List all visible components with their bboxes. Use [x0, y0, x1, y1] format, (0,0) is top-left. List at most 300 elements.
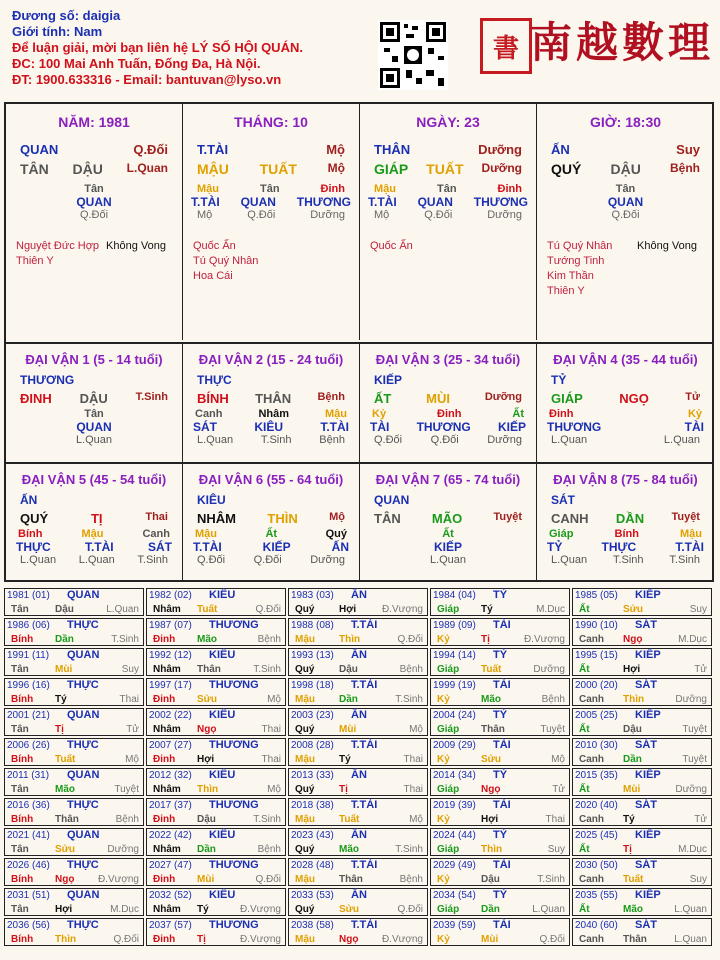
- year-can: Tân: [11, 724, 29, 735]
- year-cell: [430, 588, 570, 616]
- star-line: [16, 254, 172, 269]
- year-state: Q.Đối: [539, 934, 565, 945]
- year-cell: [288, 678, 428, 706]
- star-line: [16, 239, 172, 254]
- dai-van-hidden-gods: [537, 420, 714, 434]
- year-cell: [146, 858, 286, 886]
- year-state: L.Quan: [674, 934, 707, 945]
- year-state: Suy: [689, 604, 707, 615]
- year-chi: Mùi: [481, 934, 499, 945]
- seal-stamp: [480, 18, 532, 74]
- year-can: Giáp: [437, 844, 460, 855]
- hidden-state: Q.Đối: [197, 554, 226, 566]
- year-label: 2036 (56): [7, 920, 50, 931]
- hidden-ten-god: TÀI: [370, 420, 390, 434]
- year-label: 2014 (34): [433, 770, 476, 781]
- year-can: Quý: [295, 664, 315, 675]
- year-ten-god: ẤN: [351, 709, 367, 721]
- pillar-stars: [183, 239, 359, 284]
- year-ten-god: KIÊU: [209, 769, 236, 781]
- pillar-title: NĂM: 1981: [58, 114, 130, 130]
- hidden-ten-god: TÀI: [684, 420, 704, 434]
- year-chi: Dậu: [623, 724, 642, 735]
- dai-van-hidden-states: [183, 434, 359, 446]
- year-chi: Mùi: [197, 874, 215, 885]
- star-name: Quốc Ấn: [193, 240, 236, 252]
- hidden-ten-god: KIẾP: [433, 540, 462, 554]
- pillar-chi: DẬU: [72, 161, 103, 177]
- year-chi: Mão: [55, 784, 75, 795]
- year-ten-god: KIẾP: [635, 829, 661, 841]
- hidden-state: Bệnh: [319, 434, 345, 446]
- year-ten-god: T.TÀI: [351, 919, 378, 931]
- year-chi: Sửu: [55, 844, 76, 855]
- year-state: Dưỡng: [533, 664, 565, 675]
- pillar-chi-state: Dưỡng: [481, 161, 522, 175]
- year-ten-god: ẤN: [351, 769, 367, 781]
- year-can: Canh: [579, 694, 604, 705]
- hidden-state: L.Quan: [78, 554, 115, 566]
- phone-email-line: ĐT: 1900.633316 - Email: bantuvan@lyso.vn: [12, 72, 282, 87]
- year-state: Thai: [119, 694, 139, 705]
- star-name: Kim Thần: [547, 270, 594, 282]
- year-can: Đinh: [153, 694, 176, 705]
- year-label: 2030 (50): [575, 860, 618, 871]
- pillar-top-state: Dưỡng: [478, 142, 522, 157]
- year-chi: Thìn: [481, 844, 503, 855]
- year-ten-god: TÀI: [493, 919, 511, 931]
- year-can: Mậu: [295, 754, 315, 765]
- year-state: Mộ: [125, 754, 139, 765]
- year-cell: [146, 618, 286, 646]
- star-name: Thiên Y: [547, 285, 585, 297]
- pillar-chi-state: L.Quan: [126, 161, 168, 175]
- dai-van-can-chi: [360, 391, 536, 406]
- pillar-top-row: [6, 142, 182, 157]
- pillar-can-chi-row: [183, 161, 359, 177]
- year-label: 2003 (23): [291, 710, 334, 721]
- hidden-ten-god: QUAN: [240, 195, 276, 209]
- year-chi: Tý: [481, 604, 493, 615]
- year-ten-god: KIẾP: [635, 889, 661, 901]
- year-can: Mậu: [295, 694, 315, 705]
- pillar-chi: TUẤT: [426, 161, 464, 177]
- dai-van-chi: MÙI: [426, 391, 450, 406]
- pillar-title: NGÀY: 23: [416, 114, 480, 130]
- year-label: 1988 (08): [291, 620, 334, 631]
- year-chi: Tị: [339, 784, 348, 795]
- year-state: T.Sinh: [253, 814, 281, 825]
- year-can: Ất: [579, 604, 590, 615]
- year-label: 1997 (17): [149, 680, 192, 691]
- pillar-chi-state: Mộ: [327, 161, 345, 175]
- year-can: Mậu: [295, 934, 315, 945]
- year-cell: [430, 798, 570, 826]
- year-ten-god: QUAN: [67, 649, 100, 661]
- year-state: Đ.Vượng: [381, 604, 423, 615]
- hidden-ten-god: SÁT: [193, 420, 217, 434]
- star-line: [193, 239, 349, 254]
- year-state: Bệnh: [257, 634, 281, 645]
- dai-van-title: ĐẠI VẬN 6 (55 - 64 tuổi): [198, 472, 344, 487]
- year-ten-god: THƯƠNG: [209, 739, 259, 751]
- year-ten-god: TÀI: [493, 739, 511, 751]
- hidden-stem: Mậu: [374, 183, 396, 195]
- dai-van-cell: [183, 342, 360, 462]
- year-state: Thai: [403, 754, 423, 765]
- year-label: 1992 (12): [149, 650, 192, 661]
- dai-van-god: ẤN: [20, 493, 38, 507]
- dai-van-can: QUÝ: [20, 511, 49, 526]
- year-can: Canh: [579, 814, 604, 825]
- year-cell: [572, 798, 712, 826]
- year-label: 2023 (43): [291, 830, 334, 841]
- dai-van-title: ĐẠI VẬN 2 (15 - 24 tuổi): [198, 352, 344, 367]
- pillar-chi: TUẤT: [259, 161, 297, 177]
- hidden-state: Dưỡng: [310, 554, 345, 566]
- year-state: Q.Đối: [255, 604, 281, 615]
- dai-van-can: ĐINH: [20, 391, 52, 406]
- year-can: Tân: [11, 664, 29, 675]
- year-state: L.Quan: [674, 904, 707, 915]
- year-state: T.Sinh: [253, 664, 281, 675]
- year-ten-god: THƯƠNG: [209, 679, 259, 691]
- year-cell: [288, 888, 428, 916]
- year-state: L.Quan: [532, 904, 565, 915]
- dai-van-hidden-states: [6, 554, 182, 566]
- year-state: M.Dục: [678, 844, 707, 855]
- pillar-hidden-god-row: [360, 195, 536, 209]
- pillar-hidden-god-row: [6, 195, 182, 209]
- hidden-stem: Tân: [84, 408, 104, 420]
- dai-van-hidden-states: [537, 434, 714, 446]
- year-ten-god: T.TÀI: [351, 859, 378, 871]
- hidden-stem: Giáp: [549, 528, 574, 540]
- year-can: Tân: [11, 604, 29, 615]
- hidden-state: L.Quan: [429, 554, 467, 566]
- year-ten-god: T.TÀI: [351, 619, 378, 631]
- hidden-state: Mộ: [197, 209, 213, 221]
- year-state: Tuyệt: [540, 724, 565, 735]
- year-chi: Thân: [481, 724, 505, 735]
- year-ten-god: KIÊU: [209, 829, 236, 841]
- pillar-ten-god: QUAN: [20, 142, 59, 157]
- year-can: Nhâm: [153, 724, 181, 735]
- pillar-can-chi-row: [537, 161, 714, 177]
- dai-van-chi: THÂN: [255, 391, 292, 406]
- year-cell: [4, 918, 144, 946]
- hidden-ten-god: THƯƠNG: [547, 420, 602, 434]
- dai-van-state: Mộ: [329, 511, 345, 523]
- star-line: [370, 239, 526, 254]
- pillar-hidden-row: [183, 183, 359, 195]
- pillar-can: TÂN: [20, 161, 49, 177]
- hidden-stem: Đinh: [497, 183, 522, 195]
- pillar-hidden-row: [537, 183, 714, 195]
- dai-van-hidden-gods: [360, 540, 536, 554]
- year-cell: [430, 678, 570, 706]
- pillar-ten-god: THÂN: [374, 142, 411, 157]
- year-ten-god: QUAN: [67, 589, 100, 601]
- year-state: M.Dục: [110, 904, 139, 915]
- year-state: L.Quan: [106, 604, 139, 615]
- year-state: Đ.Vượng: [381, 934, 423, 945]
- hidden-state: Q.Đối: [374, 434, 403, 446]
- year-cell: [288, 858, 428, 886]
- hidden-ten-god: T.TÀI: [193, 540, 222, 554]
- star-name-extra: Không Vong: [637, 240, 697, 252]
- hidden-ten-god: T.TÀI: [84, 540, 114, 554]
- year-can: Nhâm: [153, 844, 181, 855]
- year-chi: Mão: [197, 634, 217, 645]
- year-cell: [146, 768, 286, 796]
- year-can: Ất: [579, 904, 590, 915]
- year-label: 2007 (27): [149, 740, 192, 751]
- year-cell: [572, 888, 712, 916]
- year-label: 2011 (31): [7, 770, 50, 781]
- year-state: Mộ: [409, 724, 423, 735]
- year-can: Giáp: [437, 784, 460, 795]
- hidden-stem: Tân: [436, 183, 457, 195]
- hidden-state: Q.Đối: [424, 209, 453, 221]
- year-ten-god: SÁT: [635, 859, 657, 871]
- year-state: Tử: [552, 784, 565, 795]
- star-name: Nguyệt Đức Hợp: [16, 240, 100, 252]
- hidden-ten-god: T.TÀI: [368, 195, 397, 209]
- pillar-title: GIỜ: 18:30: [589, 114, 662, 130]
- year-state: Suy: [689, 874, 707, 885]
- hidden-stem: Mậu: [680, 528, 702, 540]
- pillar-hidden-state-row: [537, 209, 714, 221]
- year-ten-god: KIẾP: [635, 709, 661, 721]
- year-cell: [430, 918, 570, 946]
- hidden-state: Dưỡng: [310, 209, 345, 221]
- year-can: Nhâm: [153, 604, 181, 615]
- hidden-state: L.Quan: [551, 554, 588, 566]
- year-can: Quý: [295, 784, 315, 795]
- year-state: Tuyệt: [682, 754, 707, 765]
- year-ten-god: ẤN: [351, 589, 367, 601]
- hidden-state: T.Sinh: [260, 434, 292, 446]
- year-ten-god: TỶ: [493, 649, 508, 661]
- hidden-ten-god: THƯƠNG: [416, 420, 471, 434]
- year-label: 1991 (11): [7, 650, 50, 661]
- hidden-stem: Bính: [18, 528, 43, 540]
- year-can: Bính: [11, 814, 34, 825]
- year-label: 2008 (28): [291, 740, 334, 751]
- year-chi: Tuất: [339, 814, 360, 825]
- year-chi: Dậu: [55, 604, 74, 615]
- year-label: 1982 (02): [149, 590, 192, 601]
- year-label: 2031 (51): [7, 890, 50, 901]
- year-chi: Tý: [197, 904, 209, 915]
- year-state: Thai: [545, 814, 565, 825]
- year-chi: Ngọ: [197, 724, 217, 735]
- hidden-stem: Ất: [265, 528, 278, 540]
- year-state: Đ.Vượng: [523, 634, 565, 645]
- hidden-state: Dưỡng: [487, 434, 522, 446]
- year-ten-god: THƯƠNG: [209, 859, 259, 871]
- year-label: 2034 (54): [433, 890, 476, 901]
- dai-van-state: Thai: [145, 511, 168, 523]
- year-label: 2013 (33): [291, 770, 334, 781]
- hidden-ten-god: ẤN: [331, 540, 349, 554]
- hidden-ten-god: THỰC: [16, 540, 51, 554]
- gender-line: Giới tính: Nam: [12, 24, 103, 39]
- dai-van-god: THƯƠNG: [20, 373, 75, 387]
- year-label: 2040 (60): [575, 920, 618, 931]
- year-can: Đinh: [153, 874, 176, 885]
- year-ten-god: T.TÀI: [351, 799, 378, 811]
- year-can: Canh: [579, 634, 604, 645]
- year-label: 1994 (14): [433, 650, 476, 661]
- year-cell: [430, 888, 570, 916]
- hidden-state: T.Sinh: [612, 554, 644, 566]
- year-ten-god: TỶ: [493, 589, 508, 601]
- dai-van-can-chi: [537, 511, 714, 526]
- dai-van-state: Dưỡng: [484, 391, 522, 403]
- pillar-top-row: [183, 142, 359, 157]
- year-cell: [572, 858, 712, 886]
- pillar-can: GIÁP: [374, 161, 409, 177]
- year-ten-god: THƯƠNG: [209, 919, 259, 931]
- dai-van-can-chi: [183, 511, 359, 526]
- year-cell: [430, 648, 570, 676]
- hidden-ten-god: QUAN: [607, 195, 644, 209]
- pillar-hidden-state-row: [183, 209, 359, 221]
- hidden-ten-god: KIÊU: [254, 420, 283, 434]
- dai-van-god: QUAN: [374, 493, 410, 507]
- year-chi: Hợi: [197, 754, 215, 765]
- year-ten-god: SÁT: [635, 919, 657, 931]
- dai-van-god: KIÊU: [197, 493, 226, 507]
- year-chi: Mão: [481, 694, 501, 705]
- star-name: Quốc Ấn: [370, 240, 413, 252]
- year-ten-god: THỰC: [67, 739, 99, 751]
- year-label: 2021 (41): [7, 830, 50, 841]
- star-line: [193, 254, 349, 269]
- year-label: 1996 (16): [7, 680, 50, 691]
- year-state: Q.Đối: [113, 934, 139, 945]
- address-line: ĐC: 100 Mai Anh Tuấn, Đống Đa, Hà Nội.: [12, 56, 261, 71]
- year-can: Ất: [579, 784, 590, 795]
- year-chi: Tý: [339, 754, 351, 765]
- dai-van-title: ĐẠI VẬN 5 (45 - 54 tuổi): [21, 472, 167, 487]
- star-line: [547, 239, 704, 254]
- year-cell: [146, 888, 286, 916]
- year-cell: [146, 708, 286, 736]
- year-chi: Mão: [623, 904, 643, 915]
- year-ten-god: TỶ: [493, 709, 508, 721]
- hidden-stem: Đinh: [549, 408, 574, 420]
- year-chi: Ngọ: [339, 934, 359, 945]
- year-cell: [288, 618, 428, 646]
- year-state: Q.Đối: [255, 874, 281, 885]
- year-chi: Ngọ: [55, 874, 75, 885]
- dai-van-hidden-states: [537, 554, 714, 566]
- dai-van-chi: MÃO: [431, 511, 463, 526]
- year-can: Bính: [11, 634, 34, 645]
- year-can: Ất: [579, 664, 590, 675]
- year-can: Tân: [11, 904, 29, 915]
- year-label: 1985 (05): [575, 590, 618, 601]
- year-can: Đinh: [153, 934, 176, 945]
- pillar-title: THÁNG: 10: [234, 114, 308, 130]
- year-cell: [572, 918, 712, 946]
- year-state: T.Sinh: [395, 844, 423, 855]
- year-ten-god: QUAN: [67, 709, 100, 721]
- dai-van-hidden-gods: [183, 420, 359, 434]
- pillar-top-state: Suy: [676, 142, 700, 157]
- year-label: 2028 (48): [291, 860, 334, 871]
- pillar-hidden-god-row: [537, 195, 714, 209]
- year-chi: Ngọ: [481, 784, 501, 795]
- hidden-stem: Kỷ: [372, 408, 387, 420]
- dai-van-title: ĐẠI VẬN 8 (75 - 84 tuổi): [553, 472, 698, 487]
- hidden-state: Q.Đối: [79, 209, 109, 221]
- contact-line: Để luận giải, mời bạn liên hệ LÝ SỐ HỘI QUÁN.: [12, 40, 303, 55]
- year-label: 1986 (06): [7, 620, 50, 631]
- year-state: Tuyệt: [114, 784, 139, 795]
- pillar-hidden-god-row: [183, 195, 359, 209]
- dai-van-can: GIÁP: [551, 391, 583, 406]
- year-chi: Dần: [197, 844, 216, 855]
- year-ten-god: TỶ: [493, 889, 508, 901]
- year-can: Kỷ: [437, 934, 450, 945]
- pillar-hidden-state-row: [360, 209, 536, 221]
- year-cell: [430, 858, 570, 886]
- year-chi: Sửu: [481, 754, 502, 765]
- year-label: 1987 (07): [149, 620, 192, 631]
- year-chi: Tuất: [481, 664, 502, 675]
- year-can: Quý: [295, 844, 315, 855]
- year-can: Nhâm: [153, 784, 181, 795]
- year-ten-god: THƯƠNG: [209, 799, 259, 811]
- year-can: Canh: [579, 754, 604, 765]
- year-ten-god: KIẾP: [635, 769, 661, 781]
- year-cell: [146, 588, 286, 616]
- dai-van-state: Tuyệt: [671, 511, 700, 523]
- year-label: 2019 (39): [433, 800, 476, 811]
- dai-van-chi: TỊ: [90, 511, 103, 526]
- year-ten-god: TỶ: [493, 769, 508, 781]
- year-chi: Dậu: [481, 874, 500, 885]
- year-chi: Hợi: [55, 904, 73, 915]
- year-ten-god: THỰC: [67, 619, 99, 631]
- star-name: Tướng Tinh: [547, 255, 605, 267]
- year-label: 2032 (52): [149, 890, 192, 901]
- hidden-stem: Mậu: [81, 528, 104, 540]
- dai-van-cell: [360, 342, 537, 462]
- year-cell: [572, 708, 712, 736]
- dai-van-chi: DẦN: [615, 511, 645, 526]
- year-chi: Dần: [481, 904, 500, 915]
- hidden-stem: Tân: [84, 183, 104, 195]
- year-cell: [430, 618, 570, 646]
- year-ten-god: KIẾP: [635, 589, 661, 601]
- year-cell: [288, 918, 428, 946]
- year-label: 1989 (09): [433, 620, 476, 631]
- hidden-stem: Mậu: [325, 408, 347, 420]
- year-state: Mộ: [267, 784, 281, 795]
- year-cell: [572, 588, 712, 616]
- year-chi: Dần: [623, 754, 642, 765]
- dai-van-can-chi: [537, 391, 714, 406]
- year-cell: [146, 918, 286, 946]
- year-label: 2000 (20): [575, 680, 618, 691]
- year-can: Bính: [11, 934, 34, 945]
- year-cell: [288, 738, 428, 766]
